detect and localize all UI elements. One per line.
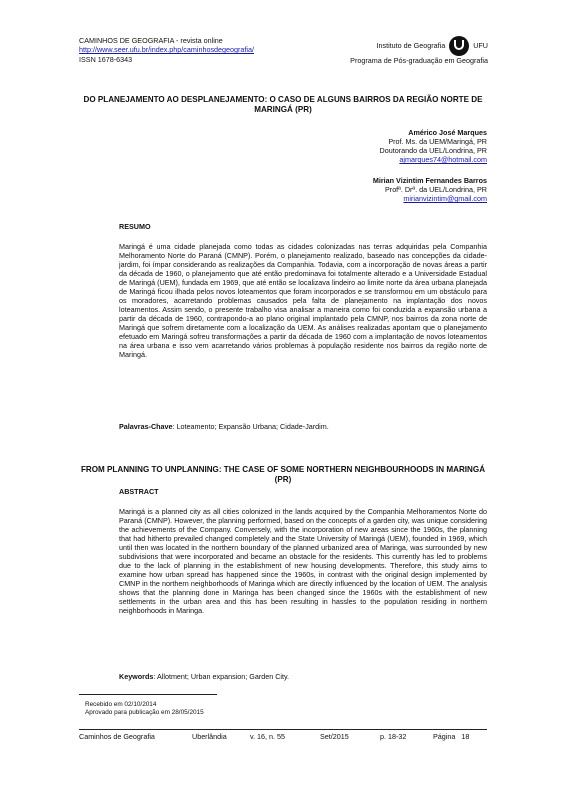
institute-name: Instituto de Geografia	[376, 41, 446, 51]
footnotes	[85, 701, 204, 718]
footer-pages: p. 18-32	[380, 732, 407, 741]
program-name: Programa de Pós-graduação em Geografia	[350, 56, 488, 65]
author-affiliation: Profª. Drª. da UEL/Londrina, PR	[385, 185, 487, 195]
university-name: UFU	[473, 41, 488, 51]
paper-title: DO PLANEJAMENTO AO DESPLANEJAMENTO: O CASO DE ALGUNS BAIRROS DA REGIÃO NORTE DE MARINGÁ (PR)	[83, 95, 483, 115]
palavras-chave	[119, 422, 487, 431]
author-email-link[interactable]: mirianvizintim@gmail.com	[403, 194, 487, 204]
approved-date: Aprovado para publicação em 28/05/2015	[85, 709, 204, 717]
author-email-link[interactable]: ajmarques74@hotmail.com	[399, 155, 487, 165]
institution-header	[238, 36, 488, 65]
journal-header	[79, 36, 254, 64]
english-title: FROM PLANNING TO UNPLANNING: THE CASE OF SOME NORTHERN NEIGHBOURHOODS IN MARINGÁ (PR)	[80, 465, 486, 485]
keywords-text: : Loteamento; Expansão Urbana; Cidade-Jardim.	[172, 422, 329, 431]
keywords-label: Keywords	[119, 672, 154, 681]
keywords	[119, 672, 487, 681]
footnote-divider	[79, 694, 217, 695]
footer-volume: v. 16, n. 55	[250, 732, 286, 741]
ufu-logo-icon	[449, 36, 469, 56]
footer-date: Set/2015	[320, 732, 349, 741]
footer-city: Uberlândia	[192, 732, 227, 741]
resumo-text: Maringá é uma cidade planejada como todas as cidades colonizadas nas terras adquiridas pela Companhia Melhoramento Norte do Paraná (CMNP). Porém, o planejamento realizado, baseado nas concepções da cidade-jardim, foi ímpar considerando as realizações da Companhia. Todavia, com a incorporação de novas áreas a partir da década de 1960, o planejamento que até então predominava foi totalmente alterado e a Universidade Estadual de Maringá (UEM), fundada em 1969, que até então se localizava lindeiro ao limite norte da área urbana planejada de Maringá ficou ilhada pelos novos loteamentos que foram incorporados e se transformou em um obstáculo para os moradores, acarretando problemas causados pela falta de planejamento na implantação dos novos loteamentos. Assim sendo, o presente trabalho visa analisar a maneira como foi conduzida a expansão urbana a partir da década de 1960, contrapondo-a ao plano original implantado pela CMNP, nos bairros da zona norte de Maringá que sofrem diretamente com a localização da UEM. As análises realizadas apontam que o planejamento efetuado em Maringá sofreu transformações a partir da década de 1960 com a implantação de novos loteamentos na área urbana e isso vem acarretando vários problemas à população residente nos bairros da região norte de Maringá.	[119, 242, 487, 359]
author-block-2	[227, 176, 487, 203]
received-date: Recebido em 02/10/2014	[85, 701, 157, 708]
author-block-1	[227, 128, 487, 164]
author-name: Mirian Vizintim Fernandes Barros	[372, 176, 487, 185]
footer-journal: Caminhos de Geografia	[79, 732, 155, 741]
journal-url-link[interactable]: http://www.seer.ufu.br/index.php/caminhosdegeografia/	[79, 45, 255, 55]
abstract-heading: ABSTRACT	[119, 487, 159, 496]
author-affiliation: Prof. Ms. da UEM/Maringá, PR	[388, 137, 487, 147]
author-name: Américo José Marques	[408, 128, 487, 137]
footer-divider	[79, 729, 487, 730]
author-affiliation: Doutorando da UEL/Londrina, PR	[379, 146, 487, 156]
issn: ISSN 1678-6343	[79, 54, 133, 64]
footer-page-number: Página 18	[433, 732, 470, 741]
resumo-heading: RESUMO	[119, 222, 151, 231]
journal-name: CAMINHOS DE GEOGRAFIA - revista online	[79, 36, 223, 45]
abstract-text: Maringá is a planned city as all cities colonized in the lands acquired by the Companhia Melhoramentos Norte do Paraná (CMNP). However, the planning performed, based on the concepts of a garden city, was unique considering the achievements of the Company. Conversely, with the incorporation of new areas since the 1960s, the planning that had hitherto prevailed changed completely and the State University of Maringá (UEM), founded in 1969, which until then was located in the northern boundary of the planned urbanized area of Maringa, was surrounded by new subdivisions that were incorporated and became an obstacle for the residents. This currently has led to problems due to the lack of planning in the establishment of new housing developments. Therefore, this study aims to examine how urban spread has happened since the 1960s, in contrast with the original design implemented by CMNP in the northern neighborhoods of Maringa which are directly influenced by the location of UEM. The analysis shows that the planning done in Maringa has been changed since the 1960s with the establishment of new settlements in the urban area and this has been resulting in hassles to the population residing in northern neighborhoods in Maringa.	[119, 507, 487, 615]
keywords-label: Palavras-Chave	[119, 422, 173, 431]
keywords-text: : Allotment; Urban expansion; Garden City.	[153, 672, 290, 681]
